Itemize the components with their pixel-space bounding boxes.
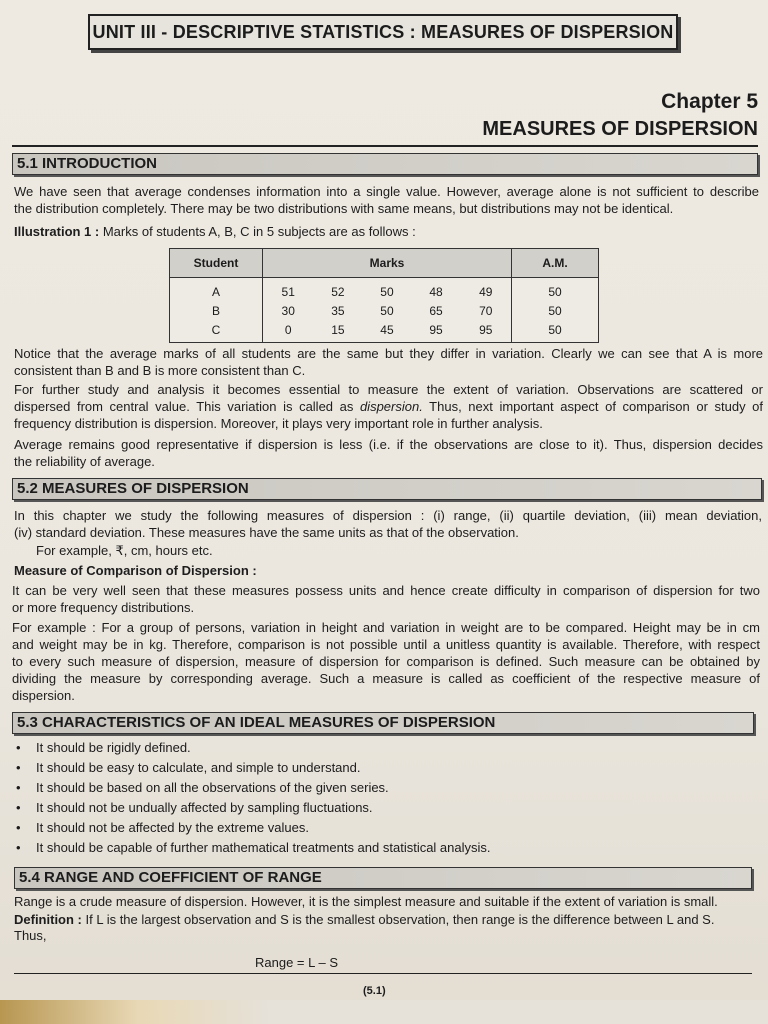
marks-table bbox=[169, 248, 599, 343]
section-title: 5.2 MEASURES OF DISPERSION bbox=[17, 480, 249, 497]
table-cell: 48 bbox=[429, 284, 443, 299]
illustration-line bbox=[14, 224, 759, 240]
range-formula: Range = L – S bbox=[255, 955, 338, 970]
header-student: Student bbox=[170, 249, 263, 278]
paragraph-line: and weight may be in kg. Therefore, comparison is not possible until a unitless quantity is available. Therefore, with respect bbox=[12, 637, 760, 652]
section-heading-5-4 bbox=[14, 867, 752, 889]
table-cell: 50 bbox=[512, 278, 599, 302]
paragraph-line: dividing the measure by corresponding average. Such a measure is called as coefficient of the respective measure of bbox=[12, 671, 760, 686]
characteristics-list bbox=[14, 738, 491, 858]
table-cell: C bbox=[211, 322, 221, 337]
list-item bbox=[14, 738, 491, 758]
paragraph-line: consistent than B and B is more consistent than C. bbox=[14, 363, 306, 378]
header-marks: Marks bbox=[263, 249, 512, 278]
table-cell: 49 bbox=[479, 284, 493, 299]
section-heading-5-2 bbox=[12, 478, 762, 500]
paragraph-line: For further study and analysis it becomes essential to measure the extent of variation. Observations are scattered or bbox=[14, 382, 763, 397]
term-dispersion: dispersion. bbox=[359, 399, 423, 414]
list-item-text: It should be easy to calculate, and simple to understand. bbox=[36, 760, 361, 775]
paragraph-line: frequency distribution is dispersion. Moreover, it plays very important role in further analysis. bbox=[14, 416, 543, 431]
table-cell: 70 bbox=[479, 303, 493, 318]
paragraph-line: Average remains good representative if dispersion is less (i.e. if the observations are close to it). Thus, dispersion decides bbox=[14, 437, 763, 452]
list-item bbox=[14, 838, 491, 858]
unit-title: UNIT III - DESCRIPTIVE STATISTICS : MEASURES OF DISPERSION bbox=[92, 21, 674, 42]
list-item bbox=[14, 778, 491, 798]
paragraph-line: dispersion. bbox=[12, 688, 75, 703]
paragraph-line: to every such measure of dispersion, measure of dispersion for comparison is defined. Such measure can be obtained by bbox=[12, 654, 760, 669]
table-cell: 50 bbox=[512, 301, 599, 320]
paragraph-line: Thus, bbox=[14, 928, 47, 943]
chapter-title: MEASURES OF DISPERSION bbox=[482, 118, 758, 140]
section-title: 5.1 INTRODUCTION bbox=[17, 155, 158, 172]
table-cell: B bbox=[211, 303, 220, 318]
table-cell: 52 bbox=[331, 284, 345, 299]
paragraph-line: For example, ₹, cm, hours etc. bbox=[36, 543, 213, 558]
table-row bbox=[170, 278, 599, 302]
text-run: Thus, next important aspect of comparison or study of bbox=[422, 399, 763, 414]
paragraph-line: or more frequency distributions. bbox=[12, 600, 195, 615]
list-item-text: It should not be affected by the extreme values. bbox=[36, 820, 309, 835]
table-cell: 0 bbox=[263, 320, 314, 343]
paragraph-line: We have seen that average condenses information into a single value. However, average alone is not sufficient to describe bbox=[14, 184, 759, 199]
footer-rule bbox=[14, 973, 752, 974]
illustration-text: Marks of students A, B, C in 5 subjects are as follows : bbox=[99, 224, 416, 239]
table-cell: 30 bbox=[263, 301, 314, 320]
sub-heading bbox=[14, 563, 714, 579]
list-item-text: It should be rigidly defined. bbox=[36, 740, 191, 755]
bullet-icon: • bbox=[16, 820, 21, 835]
section-heading-5-1 bbox=[12, 153, 758, 175]
definition-line bbox=[14, 912, 766, 928]
table-cell: 45 bbox=[380, 322, 394, 337]
illustration-label: Illustration 1 : bbox=[14, 224, 100, 239]
sub-heading-text: Measure of Comparison of Dispersion : bbox=[14, 563, 257, 578]
bullet-icon: • bbox=[16, 760, 21, 775]
paragraph-line: It can be very well seen that these measures possess units and hence create difficulty in comparison of dispersion for two bbox=[12, 583, 760, 598]
paragraph-line: the distribution completely. There may be two distributions with same means, but distributions may not be identical. bbox=[14, 201, 674, 216]
list-item-text: It should be capable of further mathematical treatments and statistical analysis. bbox=[36, 840, 491, 855]
page-edge-shadow bbox=[0, 1000, 768, 1024]
paragraph-line: In this chapter we study the following measures of dispersion : (i) range, (ii) quartile deviation, (iii) mean deviation, bbox=[14, 508, 762, 523]
list-item bbox=[14, 798, 491, 818]
paragraph-line: (iv) standard deviation. These measures have the same units as that of the observation. bbox=[14, 525, 519, 540]
list-item-text: It should be based on all the observations of the given series. bbox=[36, 780, 389, 795]
header-am: A.M. bbox=[512, 249, 599, 278]
unit-title-box bbox=[88, 14, 678, 50]
bullet-icon: • bbox=[16, 840, 21, 855]
bullet-icon: • bbox=[16, 740, 21, 755]
table-cell: 95 bbox=[429, 322, 443, 337]
table-cell: 50 bbox=[380, 284, 394, 299]
table-cell: 50 bbox=[380, 303, 394, 318]
table-cell: 51 bbox=[263, 278, 314, 302]
table-row bbox=[170, 320, 599, 343]
page-number: (5.1) bbox=[363, 985, 386, 997]
paragraph-line: the reliability of average. bbox=[14, 454, 155, 469]
list-item bbox=[14, 758, 491, 778]
list-item-text: It should not be undually affected by sampling fluctuations. bbox=[36, 800, 373, 815]
paragraph-line: Range is a crude measure of dispersion. However, it is the simplest measure and suitable if the extent of variation is small. bbox=[14, 894, 718, 909]
chapter-rule bbox=[12, 145, 758, 147]
bullet-icon: • bbox=[16, 800, 21, 815]
section-title: 5.4 RANGE AND COEFFICIENT OF RANGE bbox=[19, 869, 322, 886]
paragraph-line bbox=[14, 399, 763, 415]
definition-text: If L is the largest observation and S is the smallest observation, then range is the difference between L and S. bbox=[81, 912, 715, 927]
table-cell: 50 bbox=[512, 320, 599, 343]
paragraph-line: Notice that the average marks of all students are the same but they differ in variation. Clearly we can see that A is more bbox=[14, 346, 763, 361]
table-cell: 95 bbox=[479, 322, 493, 337]
chapter-number: Chapter 5 bbox=[661, 90, 758, 113]
list-item bbox=[14, 818, 491, 838]
section-heading-5-3 bbox=[12, 712, 754, 734]
table-cell: A bbox=[211, 284, 220, 299]
bullet-icon: • bbox=[16, 780, 21, 795]
table-cell: 35 bbox=[331, 303, 345, 318]
table-row bbox=[170, 301, 599, 320]
definition-label: Definition : bbox=[14, 912, 82, 927]
text-run: dispersed from central value. This variation is called as bbox=[14, 399, 360, 414]
table-cell: 65 bbox=[429, 303, 443, 318]
paragraph-line: For example : For a group of persons, variation in height and variation in weight are to be compared. Height may be in cm bbox=[12, 620, 760, 635]
section-title: 5.3 CHARACTERISTICS OF AN IDEAL MEASURES OF DISPERSION bbox=[17, 714, 496, 731]
table-cell: 15 bbox=[331, 322, 345, 337]
